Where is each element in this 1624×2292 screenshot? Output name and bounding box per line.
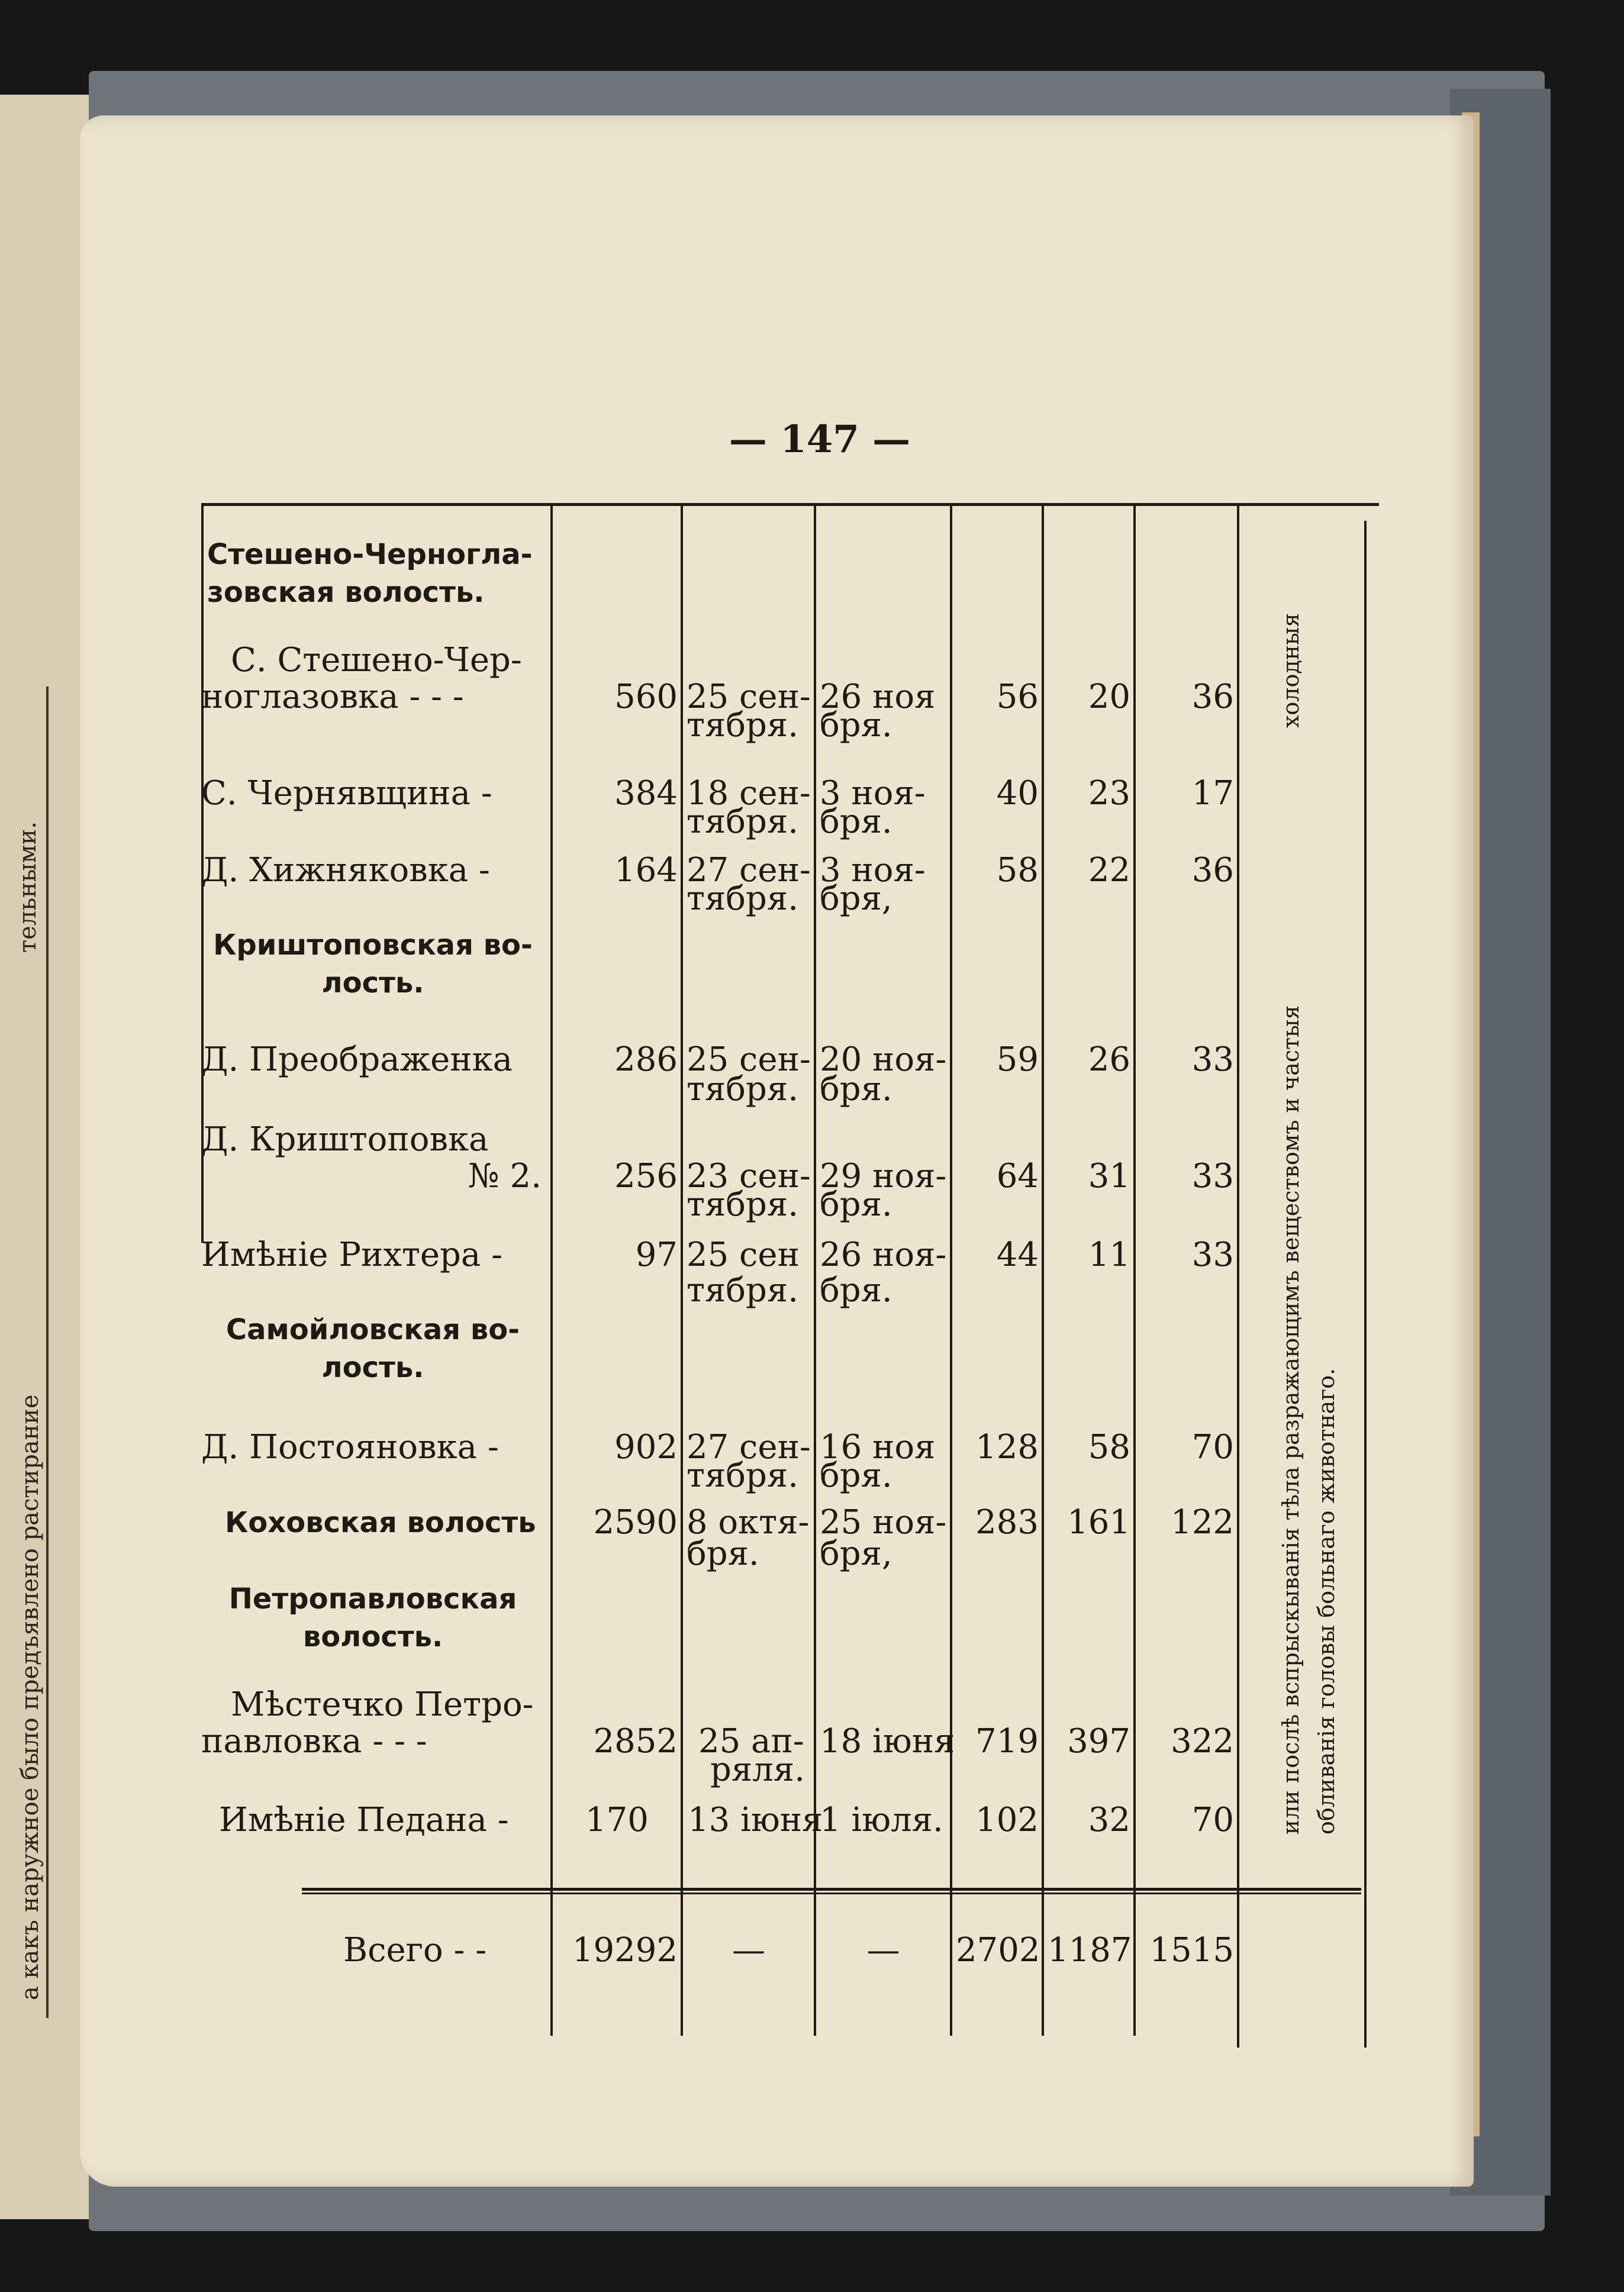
total-c: 1515	[1149, 1931, 1234, 1969]
row-a: 40	[996, 774, 1039, 813]
col-rule-6	[1133, 503, 1136, 2036]
row-start: тября.	[687, 1271, 798, 1310]
row-a: 64	[996, 1157, 1039, 1195]
row-end: 18 іюня	[820, 1722, 955, 1761]
row-c: 122	[1171, 1503, 1234, 1542]
row-c: 17	[1191, 774, 1234, 813]
row-c: 70	[1191, 1428, 1234, 1466]
row-end: бря,	[820, 1535, 892, 1573]
table-top-rule	[201, 503, 1379, 506]
row-name: № 2.	[468, 1157, 542, 1195]
row-count: 256	[614, 1157, 678, 1195]
row-name: Д. Постояновка -	[201, 1428, 499, 1466]
row-start: 27 сен-	[687, 851, 811, 889]
row-count: 164	[614, 851, 678, 889]
row-c: 33	[1191, 1236, 1234, 1274]
row-a: 283	[975, 1503, 1039, 1542]
total-end: —	[866, 1931, 900, 1969]
row-a: 102	[975, 1801, 1039, 1839]
row-b: 11	[1088, 1236, 1130, 1274]
row-count: 97	[635, 1236, 678, 1274]
row-c: 36	[1191, 678, 1234, 716]
page-number: — 147 —	[729, 417, 911, 462]
row-end: 25 ноя-	[820, 1503, 947, 1542]
row-a: 44	[996, 1236, 1039, 1274]
row-start: ряля.	[710, 1751, 805, 1789]
row-name: Мѣстечко Петро-	[231, 1685, 534, 1724]
group-line: волость.	[302, 1620, 443, 1653]
row-start: 8 октя-	[687, 1503, 810, 1542]
total-label: Всего - -	[343, 1931, 487, 1969]
row-name: ноглазовка - - -	[201, 678, 464, 716]
row-a: 56	[996, 678, 1039, 716]
group-title	[207, 926, 539, 1002]
row-count: 2852	[593, 1722, 678, 1761]
total-count: 19292	[572, 1931, 678, 1969]
book-page	[80, 115, 1474, 2187]
row-c: 322	[1171, 1722, 1234, 1761]
row-name: С. Чернявщина -	[201, 774, 492, 813]
col-rule-2	[681, 503, 683, 2036]
left-page-text: а какъ наружное было предъявлено растирание	[17, 1394, 44, 2000]
col-rule-4	[950, 503, 952, 2036]
side-note-line1: холодныя	[1278, 613, 1304, 728]
row-a: 719	[975, 1722, 1039, 1761]
table-total-rule-2	[302, 1893, 1361, 1894]
row-end: 26 ноя-	[820, 1236, 947, 1274]
row-name: Д. Хижняковка -	[201, 851, 490, 889]
row-start: 18 сен-	[687, 774, 811, 813]
row-c: 36	[1191, 851, 1234, 889]
row-end: 3 ноя-	[820, 851, 926, 889]
row-name: С. Стешено-Чер-	[231, 641, 522, 679]
group-title	[207, 536, 539, 611]
row-count: 902	[614, 1428, 678, 1466]
col-rule-5	[1042, 503, 1044, 2036]
row-name: Д. Криштоповка	[201, 1120, 489, 1159]
row-end: бря.	[820, 706, 892, 744]
row-name: павловка - - -	[201, 1722, 427, 1761]
side-note-line3: обливанія головы больнаго животнаго.	[1313, 1368, 1339, 1835]
row-start: 25 сен	[687, 1236, 800, 1274]
row-start: тября.	[687, 879, 798, 918]
group-line: Петропавловская	[228, 1582, 517, 1616]
group-line: лость.	[321, 966, 424, 1000]
total-b: 1187	[1048, 1931, 1132, 1969]
row-start: 25 ап-	[698, 1722, 804, 1761]
data-table	[201, 503, 1379, 2048]
row-end: бря.	[820, 1070, 892, 1108]
row-b: 58	[1088, 1428, 1130, 1466]
row-start: тября.	[687, 1185, 798, 1224]
row-start: тября.	[687, 1456, 798, 1495]
row-name: Имѣніе Педана -	[219, 1801, 509, 1839]
row-count: 286	[614, 1040, 678, 1079]
row-count: 384	[614, 774, 678, 813]
group-title	[207, 1580, 539, 1656]
table-right-rule	[1364, 521, 1367, 2048]
group-line: лость.	[321, 1351, 424, 1384]
row-start: тября.	[687, 802, 798, 841]
group-line: Стешено-Черногла-	[207, 538, 533, 571]
row-end: 20 ноя-	[820, 1040, 947, 1079]
row-count: 2590	[593, 1503, 678, 1542]
row-b: 26	[1088, 1040, 1130, 1079]
total-start: —	[732, 1931, 765, 1969]
row-start: 27 сен-	[687, 1428, 811, 1466]
row-count: 560	[614, 678, 678, 716]
row-b: 32	[1088, 1801, 1130, 1839]
table-total-rule	[302, 1888, 1361, 1891]
row-b: 161	[1067, 1503, 1130, 1542]
row-a: 58	[996, 851, 1039, 889]
row-end: 1 іюля.	[820, 1801, 943, 1839]
row-start: 25 сен-	[687, 1040, 811, 1079]
row-name: Имѣніе Рихтера -	[201, 1236, 503, 1274]
row-start: тября.	[687, 706, 798, 744]
group-line: Криштоповская во-	[213, 929, 533, 962]
row-start: 25 сен-	[687, 678, 811, 716]
row-c: 33	[1191, 1157, 1234, 1195]
row-a: 59	[996, 1040, 1039, 1079]
row-c: 33	[1191, 1040, 1234, 1079]
row-b: 20	[1088, 678, 1130, 716]
row-b: 22	[1088, 851, 1130, 889]
side-note-line2: или послѣ вспрыскыванія тѣла разражающимъ веществомъ и частыя	[1278, 1005, 1304, 1835]
row-b: 23	[1088, 774, 1130, 813]
row-b: 397	[1067, 1722, 1130, 1761]
row-end: 16 ноя	[820, 1428, 936, 1466]
row-end: бря.	[820, 1456, 892, 1495]
row-end: бря,	[820, 879, 892, 918]
row-name: Д. Преображенка	[201, 1040, 513, 1079]
row-a: 128	[975, 1428, 1039, 1466]
row-name: Коховская волость	[225, 1506, 536, 1539]
row-end: 29 ноя-	[820, 1157, 947, 1195]
group-line: Самойловская во-	[225, 1313, 520, 1346]
row-b: 31	[1088, 1157, 1130, 1195]
row-start: 23 сен-	[687, 1157, 811, 1195]
row-c: 70	[1191, 1801, 1234, 1839]
row-end: 3 ноя-	[820, 774, 926, 813]
left-page-text-top: тельными.	[14, 821, 41, 953]
col-rule-7	[1237, 503, 1239, 2048]
group-line: зовская волость.	[207, 576, 485, 609]
row-end: 26 ноя	[820, 678, 936, 716]
total-a: 2702	[956, 1931, 1040, 1969]
row-start: 13 іюня	[688, 1801, 823, 1839]
row-end: бря.	[820, 802, 892, 841]
group-title	[207, 1311, 539, 1387]
row-start: тября.	[687, 1070, 798, 1108]
row-start: бря.	[687, 1535, 759, 1573]
row-count: 170	[585, 1801, 649, 1839]
row-end: бря.	[820, 1185, 892, 1224]
row-end: бря.	[820, 1271, 892, 1310]
